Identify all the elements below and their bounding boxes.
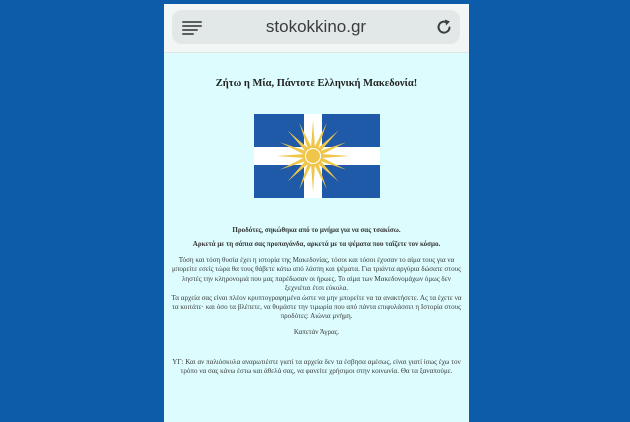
phone-screen	[164, 4, 469, 422]
vergina-sun-icon	[278, 117, 348, 195]
url-text[interactable]: stokokkino.gr	[265, 17, 367, 36]
bold-line: Προδότες, σηκώθηκα από το μνήμα για να σας τσακίσω.	[232, 226, 401, 234]
browser-toolbar	[164, 4, 469, 53]
flag-image	[254, 114, 380, 198]
bold-line: Αρκετά με τη σάπια σας προπαγάνδα, αρκετά με τα ψέματα που ταΐζετε τον κόσμο.	[192, 240, 441, 248]
postscript: ΥΓ: Και αν παλιόσκυλα αναρωτιέστε γιατί τα αρχεία δεν τα έσβησα αμέσως, είναι γιατί ίσως έχω τον τρόπο να σας κάνω έστω και άθελά σας, να φανείτε χρήσιμοι στην κοινωνία. Θα τα ξαναπούμε.	[172, 357, 461, 376]
reload-icon[interactable]	[435, 18, 453, 36]
address-bar[interactable]	[172, 10, 460, 44]
paragraph: Τα αρχεία σας είναι πλέον κρυπτογραφημένα ώστε να μην μπορείτε να τα ανακτήσετε. Ας τα έχετε να τα κοιτάτε· και όσο τα βλέπετε, να θυμάστε την τιμωρία που από πάντα επιφυλάσσει η Ιστορία στους προδότες: Αιώνια μνήμη.	[171, 293, 462, 321]
signature: Καπετάν Άγρας.	[293, 327, 340, 336]
page-headline: Ζήτω η Μία, Πάντοτε Ελληνική Μακεδονία!	[215, 78, 418, 89]
paragraph: Τόση και τόση θυσία έχει η ιστορία της Μακεδονίας, τόσοι και τόσοι έχυσαν το αίμα τους για να μπορείτε εσείς τώρα θα τους θάβετε κάτω από λάσπη και ψέματα. Για τριάντα αργύρια δώσατε στους ληστές την κληρονομιά που μας παρέδωσαν οι ήρωες. Το αίμα των Μακεδονομάχων όμως δεν ξεχνιέται έτσι εύκολα.	[172, 256, 461, 293]
page-content	[164, 54, 469, 377]
